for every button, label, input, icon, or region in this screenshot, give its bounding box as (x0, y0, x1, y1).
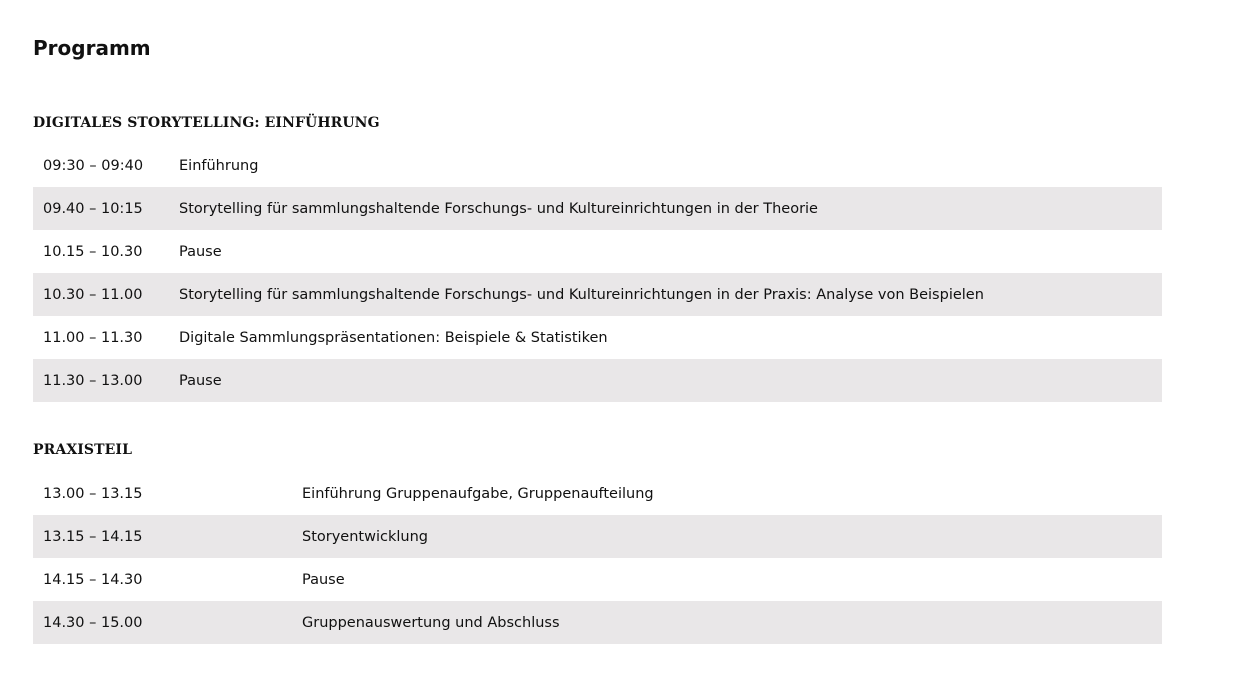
time-cell: 10.30 – 11.00 (33, 273, 169, 316)
time-cell: 11.30 – 13.00 (33, 359, 169, 402)
time-cell: 13.15 – 14.15 (33, 515, 292, 558)
table-row (33, 472, 1162, 515)
section-title-praxisteil: PRAXISTEIL (33, 442, 133, 458)
table-row (33, 601, 1162, 644)
time-cell: 14.30 – 15.00 (33, 601, 292, 644)
table-row (33, 359, 1162, 402)
topic-cell: Einführung Gruppenaufgabe, Gruppenaufteilung (302, 485, 654, 502)
topic-cell: Pause (179, 243, 222, 260)
table-row (33, 230, 1162, 273)
time-cell: 09:30 – 09:40 (43, 157, 144, 174)
table-row (33, 316, 1162, 359)
table-row (33, 144, 1162, 187)
time-cell: 14.15 – 14.30 (43, 571, 143, 588)
time-cell: 10.15 – 10.30 (43, 243, 143, 260)
time-cell: 13.00 – 13.15 (43, 485, 143, 502)
topic-cell: Pause (302, 571, 345, 588)
topic-cell: Einführung (179, 157, 259, 174)
topic-cell: Storyentwicklung (292, 515, 1162, 558)
table-row (33, 558, 1162, 601)
page-title: Programm (33, 36, 151, 60)
topic-cell: Pause (169, 359, 1162, 402)
table-row (33, 515, 1162, 558)
schedule-table-einfuehrung (33, 144, 1162, 402)
table-row (33, 187, 1162, 230)
topic-cell: Storytelling für sammlungshaltende Forschungs- und Kultureinrichtungen in der Praxis: Analyse von Beispielen (169, 273, 1162, 316)
time-cell: 11.00 – 11.30 (43, 329, 143, 346)
topic-cell: Digitale Sammlungspräsentationen: Beispiele & Statistiken (179, 329, 608, 346)
table-row (33, 273, 1162, 316)
section-title-digitales-storytelling: DIGITALES STORYTELLING: EINFÜHRUNG (33, 115, 380, 131)
schedule-table-praxisteil (33, 472, 1162, 644)
topic-cell: Storytelling für sammlungshaltende Forschungs- und Kultureinrichtungen in der Theorie (169, 187, 1162, 230)
topic-cell: Gruppenauswertung und Abschluss (292, 601, 1162, 644)
time-cell: 09.40 – 10:15 (33, 187, 169, 230)
